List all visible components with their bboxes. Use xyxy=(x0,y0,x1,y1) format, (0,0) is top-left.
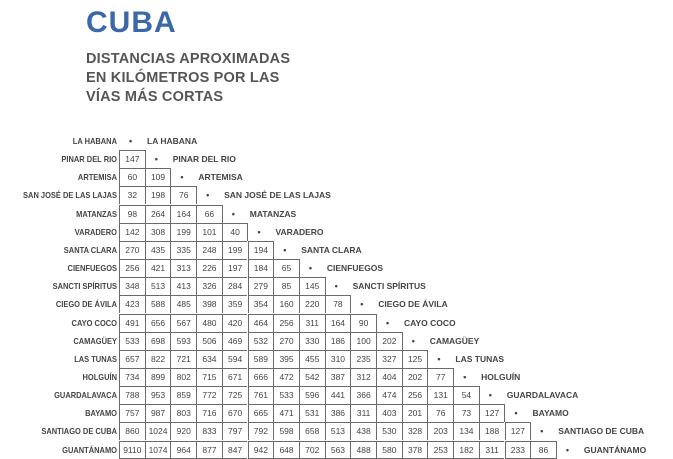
diagonal-dot: • xyxy=(411,335,415,346)
distance-cell: 164 xyxy=(170,205,196,223)
distance-cell: 580 xyxy=(376,441,402,459)
distance-cell: 953 xyxy=(145,386,171,404)
distance-cell: 403 xyxy=(376,404,402,422)
distance-cell: 920 xyxy=(170,422,196,440)
distance-cell: 127 xyxy=(479,404,506,422)
diagonal-dot: • xyxy=(514,408,518,419)
distance-cell: 98 xyxy=(119,205,145,223)
distance-cell: 657 xyxy=(119,350,145,368)
distance-cell: 256 xyxy=(273,314,299,332)
distance-cell: 533 xyxy=(273,386,299,404)
distance-cell: 441 xyxy=(325,386,351,404)
distance-cell: 792 xyxy=(248,422,274,440)
distance-cell: 348 xyxy=(119,277,145,295)
distance-cell: 513 xyxy=(325,422,351,440)
distance-cell: 76 xyxy=(170,186,197,204)
distance-cell: 335 xyxy=(170,241,196,259)
distance-cell: 125 xyxy=(402,350,429,368)
distance-cell: 330 xyxy=(299,332,325,350)
distance-cell: 721 xyxy=(170,350,196,368)
distance-cell: 472 xyxy=(273,368,299,386)
distance-cell: 860 xyxy=(119,422,145,440)
distance-cell: 311 xyxy=(479,441,505,459)
distance-cell: 186 xyxy=(325,332,351,350)
distance-cell: 85 xyxy=(273,277,299,295)
diagonal-label: CIENFUEGOS xyxy=(326,263,384,274)
row-label: SANCTI SPÍRITUS xyxy=(52,281,117,292)
distance-cell: 702 xyxy=(299,441,325,459)
diagonal-dot: • xyxy=(129,136,133,146)
distance-cell: 386 xyxy=(325,404,351,422)
distance-cell: 658 xyxy=(299,422,325,440)
distance-cell: 201 xyxy=(402,404,428,422)
diagonal-dot: • xyxy=(257,226,261,237)
distance-cell: 328 xyxy=(402,422,428,440)
distance-cell: 594 xyxy=(222,350,248,368)
distance-cell: 32 xyxy=(119,186,145,204)
distance-cell: 485 xyxy=(170,295,196,313)
distance-cell: 66 xyxy=(196,205,223,223)
distance-cell: 563 xyxy=(325,441,351,459)
row-label: GUANTÁNAMO xyxy=(62,444,117,455)
distance-cell: 235 xyxy=(350,350,376,368)
distance-cell: 670 xyxy=(222,404,248,422)
diagonal-label: CAYO COCO xyxy=(404,317,456,328)
distance-cell: 598 xyxy=(273,422,299,440)
distance-cell: 772 xyxy=(196,386,222,404)
distance-cell: 715 xyxy=(196,368,222,386)
subtitle-line: VÍAS MÁS CORTAS xyxy=(86,89,224,105)
distance-cell: 188 xyxy=(479,422,505,440)
distance-cell: 734 xyxy=(119,368,145,386)
row-label: CAMAGÜEY xyxy=(73,335,117,346)
diagonal-label: ARTEMISA xyxy=(198,172,243,183)
distance-cell: 90 xyxy=(350,314,377,332)
distance-cell: 464 xyxy=(248,314,274,332)
distance-cell: 270 xyxy=(119,241,145,259)
distance-cell: 312 xyxy=(350,368,376,386)
distance-cell: 78 xyxy=(325,295,352,313)
distance-cell: 797 xyxy=(222,422,248,440)
diagonal-label: MATANZAS xyxy=(249,208,297,219)
distance-cell: 413 xyxy=(170,277,196,295)
distance-cell: 506 xyxy=(196,332,222,350)
distance-cell: 233 xyxy=(505,441,531,459)
distance-cell: 142 xyxy=(119,223,145,241)
distance-cell: 421 xyxy=(145,259,171,277)
distance-cell: 833 xyxy=(196,422,222,440)
distance-cell: 202 xyxy=(402,368,428,386)
distance-cell: 964 xyxy=(170,441,196,459)
distance-cell: 469 xyxy=(222,332,248,350)
diagonal-dot: • xyxy=(540,426,544,437)
distance-cell: 788 xyxy=(119,386,145,404)
distance-cell: 899 xyxy=(145,368,171,386)
diagonal-label: GUARDALAVACA xyxy=(506,390,579,401)
distance-cell: 404 xyxy=(376,368,402,386)
row-label: PINAR DEL RIO xyxy=(61,154,117,165)
distance-cell: 131 xyxy=(427,386,453,404)
distance-cell: 474 xyxy=(376,386,402,404)
distance-cell: 671 xyxy=(222,368,248,386)
distance-cell: 199 xyxy=(170,223,196,241)
distance-cell: 226 xyxy=(196,259,222,277)
page-title: CUBA xyxy=(86,6,177,39)
distance-cell: 145 xyxy=(299,277,326,295)
distance-cell: 279 xyxy=(248,277,274,295)
distance-cell: 256 xyxy=(119,259,145,277)
distance-cell: 313 xyxy=(170,259,196,277)
distance-cell: 532 xyxy=(248,332,274,350)
distance-cell: 533 xyxy=(119,332,145,350)
diagonal-label: SAN JOSÉ DE LAS LAJAS xyxy=(224,190,331,201)
distance-cell: 203 xyxy=(427,422,453,440)
distance-cell: 847 xyxy=(222,441,248,459)
row-label: CIEGO DE ÁVILA xyxy=(55,299,117,310)
distance-cell: 648 xyxy=(273,441,299,459)
distance-cell: 199 xyxy=(222,241,248,259)
diagonal-dot: • xyxy=(334,281,338,292)
distance-cell: 398 xyxy=(196,295,222,313)
distance-cell: 354 xyxy=(248,295,274,313)
distance-cell: 248 xyxy=(196,241,222,259)
row-label: SAN JOSÉ DE LAS LAJAS xyxy=(23,190,117,201)
distance-cell: 253 xyxy=(427,441,453,459)
distance-cell: 987 xyxy=(145,404,171,422)
row-label: HOLGUÍN xyxy=(82,371,117,382)
distance-cell: 480 xyxy=(196,314,222,332)
distance-cell: 665 xyxy=(248,404,274,422)
distance-cell: 593 xyxy=(170,332,196,350)
diagonal-dot: • xyxy=(463,371,467,382)
distance-cell: 1024 xyxy=(145,422,171,440)
distance-cell: 802 xyxy=(170,368,196,386)
diagonal-label: HOLGUÍN xyxy=(481,371,521,382)
row-label: LAS TUNAS xyxy=(74,353,117,364)
distance-cell: 311 xyxy=(299,314,325,332)
row-label: LA HABANA xyxy=(72,136,117,146)
distance-cell: 387 xyxy=(325,368,351,386)
distance-cell: 435 xyxy=(145,241,171,259)
distance-cell: 1074 xyxy=(145,441,171,459)
diagonal-label: LAS TUNAS xyxy=(455,353,505,364)
row-label: SANTA CLARA xyxy=(63,244,117,255)
diagonal-label: SANCTI SPÍRITUS xyxy=(352,281,426,292)
distance-cell: 194 xyxy=(248,241,275,259)
diagonal-dot: • xyxy=(180,172,184,183)
distance-cell: 359 xyxy=(222,295,248,313)
diagonal-label: SANTIAGO DE CUBA xyxy=(558,426,645,437)
distance-cell: 310 xyxy=(325,350,351,368)
diagonal-label: SANTA CLARA xyxy=(301,244,362,255)
distance-cell: 100 xyxy=(350,332,376,350)
diagonal-label: CIEGO DE ÁVILA xyxy=(378,299,448,310)
distance-cell: 725 xyxy=(222,386,248,404)
diagonal-dot: • xyxy=(437,353,441,364)
distance-cell: 757 xyxy=(119,404,145,422)
distance-cell: 134 xyxy=(453,422,479,440)
row-label: CAYO COCO xyxy=(71,317,117,328)
distance-cell: 803 xyxy=(170,404,196,422)
row-label: ARTEMISA xyxy=(77,172,117,183)
distance-cell: 160 xyxy=(273,295,299,313)
distance-cell: 366 xyxy=(350,386,376,404)
diagonal-label: PINAR DEL RIO xyxy=(172,154,236,165)
distance-cell: 73 xyxy=(453,404,479,422)
row-label: BAYAMO xyxy=(85,408,117,419)
distance-cell: 822 xyxy=(145,350,171,368)
subtitle-line: EN KILÓMETROS POR LAS xyxy=(86,70,280,86)
diagonal-label: GUANTÁNAMO xyxy=(583,444,647,455)
distance-cell: 326 xyxy=(196,277,222,295)
distance-cell: 65 xyxy=(273,259,300,277)
distance-cell: 270 xyxy=(273,332,299,350)
distance-cell: 9110 xyxy=(119,441,145,459)
diagonal-dot: • xyxy=(565,444,570,455)
distance-cell: 197 xyxy=(222,259,248,277)
distance-cell: 666 xyxy=(248,368,274,386)
diagonal-label: LA HABANA xyxy=(147,136,198,146)
distance-cell: 491 xyxy=(119,314,145,332)
distance-cell: 634 xyxy=(196,350,222,368)
diagonal-dot: • xyxy=(308,263,313,274)
distance-cell: 438 xyxy=(350,422,376,440)
distance-cell: 877 xyxy=(196,441,222,459)
diagonal-dot: • xyxy=(360,299,364,310)
distance-cell: 596 xyxy=(299,386,325,404)
distance-cell: 256 xyxy=(402,386,428,404)
diagonal-dot: • xyxy=(386,317,390,328)
row-label: GUARDALAVACA xyxy=(54,390,117,401)
distance-cell: 77 xyxy=(427,368,454,386)
distance-cell: 198 xyxy=(145,186,171,204)
distance-cell: 378 xyxy=(402,441,428,459)
distance-cell: 588 xyxy=(145,295,171,313)
distance-cell: 530 xyxy=(376,422,402,440)
diagonal-dot: • xyxy=(154,154,158,165)
distance-cell: 127 xyxy=(505,422,532,440)
subtitle-line: DISTANCIAS APROXIMADAS xyxy=(86,51,291,67)
distance-cell: 311 xyxy=(350,404,376,422)
distance-cell: 455 xyxy=(299,350,325,368)
distance-cell: 220 xyxy=(299,295,325,313)
distance-cell: 395 xyxy=(273,350,299,368)
distance-cell: 54 xyxy=(453,386,480,404)
distance-cell: 60 xyxy=(119,168,145,186)
distance-cell: 308 xyxy=(145,223,171,241)
distance-cell: 420 xyxy=(222,314,248,332)
distance-cell: 542 xyxy=(299,368,325,386)
distance-cell: 589 xyxy=(248,350,274,368)
distance-cell: 86 xyxy=(530,441,557,459)
distance-cell: 698 xyxy=(145,332,171,350)
distance-cell: 264 xyxy=(145,205,171,223)
distance-cell: 716 xyxy=(196,404,222,422)
diagonal-dot: • xyxy=(283,244,287,255)
distance-cell: 164 xyxy=(325,314,351,332)
distance-cell: 942 xyxy=(248,441,274,459)
distance-cell: 656 xyxy=(145,314,171,332)
distance-cell: 184 xyxy=(248,259,274,277)
distance-cell: 531 xyxy=(299,404,325,422)
subtitle xyxy=(86,50,386,107)
diagonal-label: BAYAMO xyxy=(532,408,569,419)
distance-cell: 761 xyxy=(248,386,274,404)
distance-cell: 147 xyxy=(119,150,146,168)
diagonal-dot: • xyxy=(488,390,492,401)
diagonal-label: CAMAGÜEY xyxy=(429,335,480,346)
row-label: MATANZAS xyxy=(76,208,117,219)
distance-cell: 488 xyxy=(350,441,376,459)
distance-cell: 859 xyxy=(170,386,196,404)
diagonal-dot: • xyxy=(206,190,210,201)
distance-cell: 513 xyxy=(145,277,171,295)
distance-cell: 567 xyxy=(170,314,196,332)
diagonal-label: VARADERO xyxy=(275,226,324,237)
distance-cell: 423 xyxy=(119,295,145,313)
distance-cell: 76 xyxy=(427,404,453,422)
distance-cell: 327 xyxy=(376,350,402,368)
distance-cell: 202 xyxy=(376,332,403,350)
row-label: VARADERO xyxy=(74,226,117,237)
distance-cell: 471 xyxy=(273,404,299,422)
distance-cell: 109 xyxy=(145,168,172,186)
distance-cell: 101 xyxy=(196,223,222,241)
row-label: SANTIAGO DE CUBA xyxy=(41,426,117,437)
distance-cell: 284 xyxy=(222,277,248,295)
row-label: CIENFUEGOS xyxy=(67,263,117,274)
distance-cell: 182 xyxy=(453,441,479,459)
distance-cell: 40 xyxy=(222,223,249,241)
diagonal-dot: • xyxy=(231,208,235,219)
